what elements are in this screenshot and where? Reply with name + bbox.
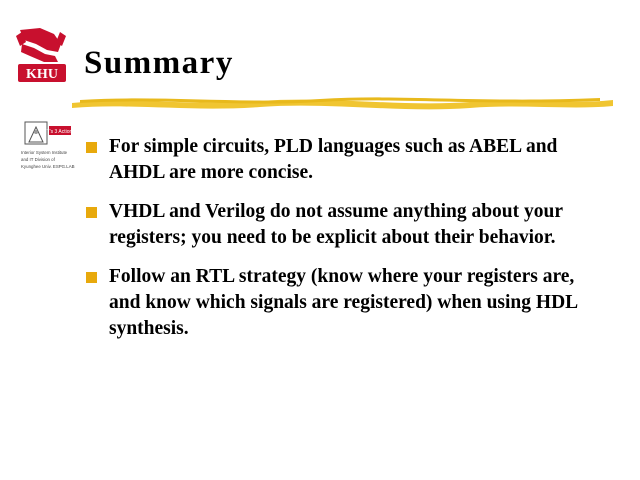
secondary-emblem-icon — [18, 120, 76, 182]
bullet-list — [86, 134, 598, 355]
svg-text:KHU: KHU — [26, 67, 58, 82]
svg-text:Interior System Institute: Interior System Institute — [21, 150, 68, 155]
svg-text:Kyunghee Univ. ESPG.LAB: Kyunghee Univ. ESPG.LAB — [21, 164, 75, 169]
bullet-square-icon — [86, 142, 97, 153]
bullet-square-icon — [86, 272, 97, 283]
list-item — [86, 264, 598, 342]
list-item — [86, 134, 598, 186]
slide-title: Summary — [84, 45, 234, 81]
svg-text:and IT Division of: and IT Division of — [21, 157, 55, 162]
title-underline — [70, 94, 615, 110]
bullet-text: VHDL and Verilog do not assume anything about your registers; you need to be explicit about their behavior. — [109, 201, 563, 248]
bullet-text: For simple circuits, PLD languages such as ABEL and AHDL are more concise. — [109, 136, 558, 183]
bullet-text: Follow an RTL strategy (know where your registers are, and know which signals are registered) when using HDL synthesis. — [109, 266, 578, 339]
svg-text:IT's 3 Actions: IT's 3 Actions — [45, 129, 75, 135]
list-item — [86, 199, 598, 251]
khu-logo-icon — [14, 26, 72, 86]
bullet-square-icon — [86, 207, 97, 218]
